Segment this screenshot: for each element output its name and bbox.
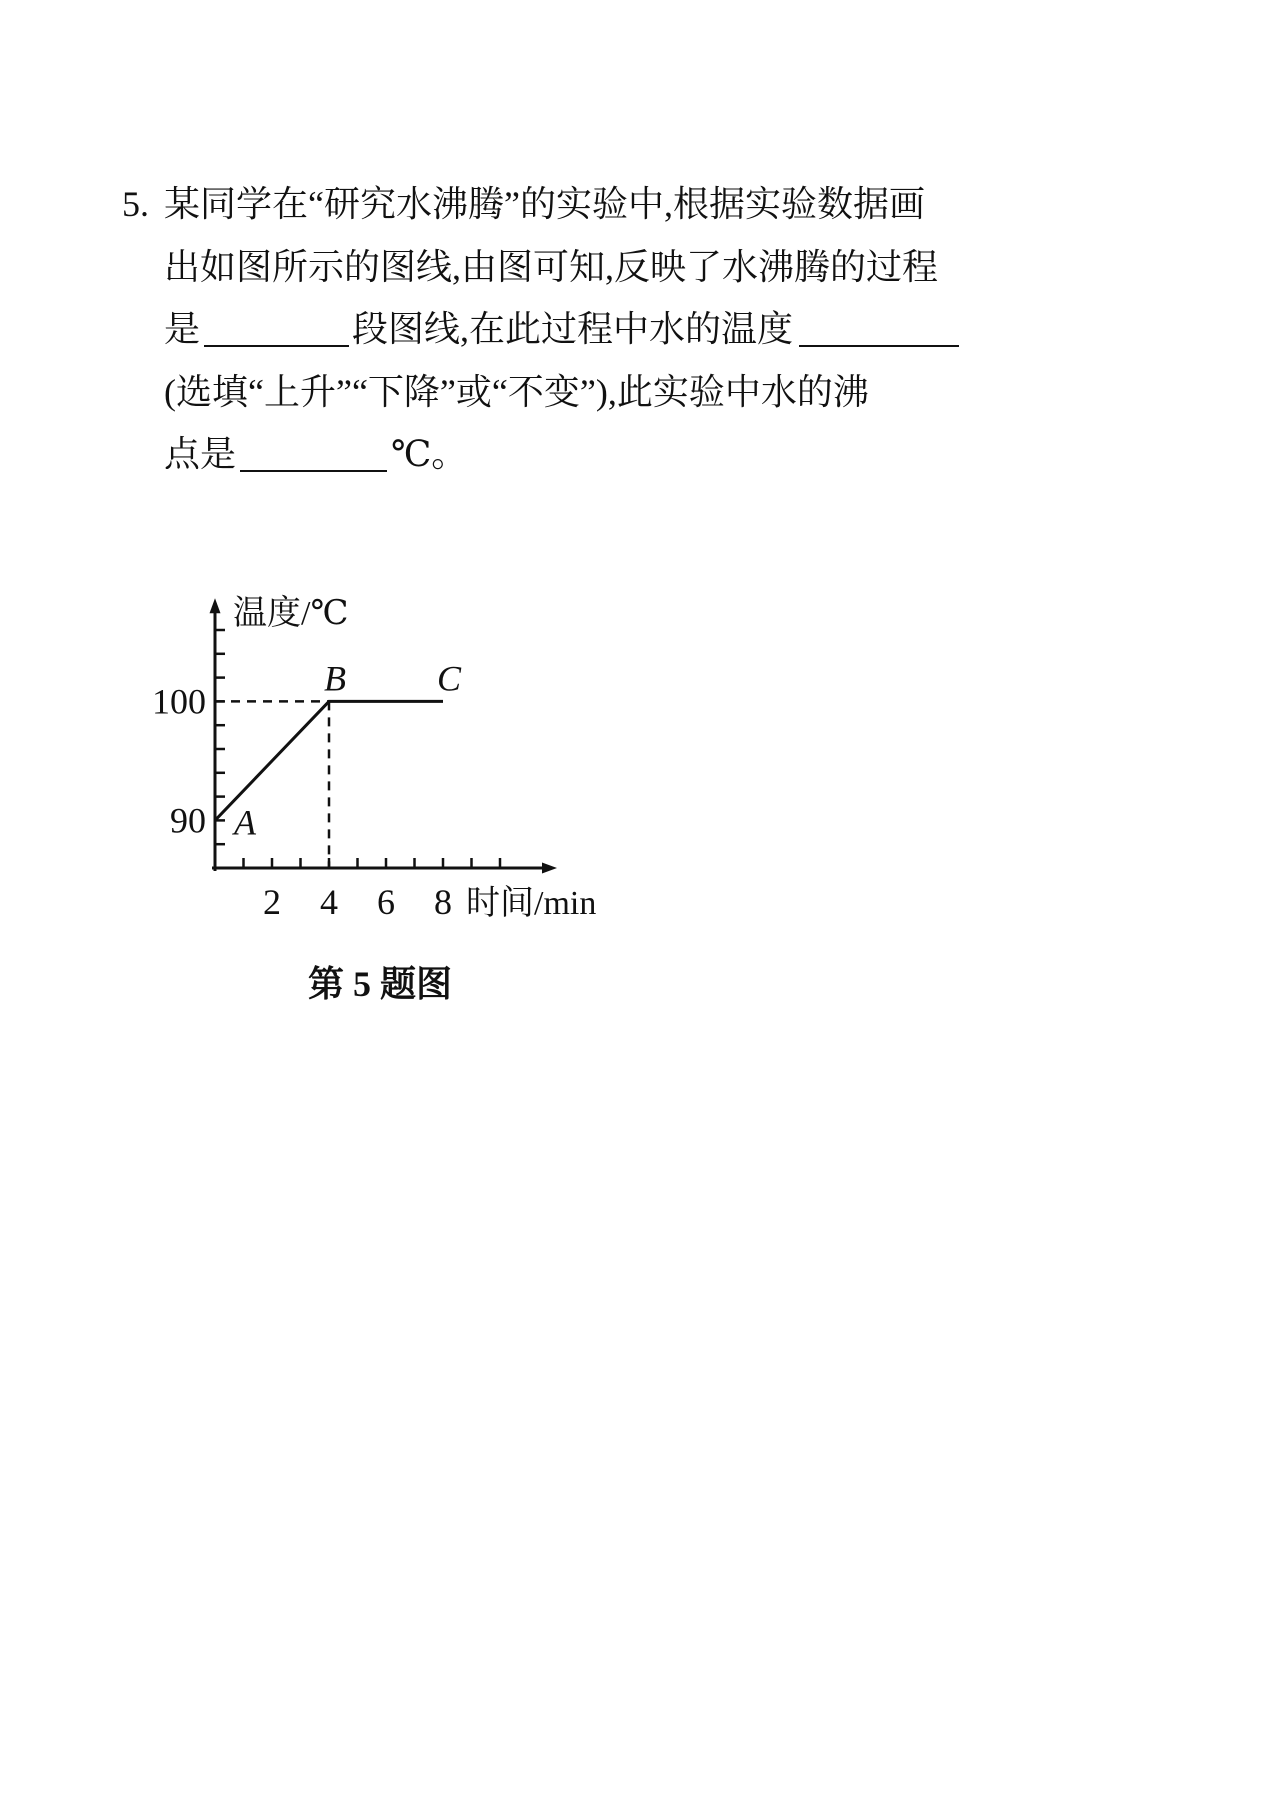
answer-blank-2 bbox=[799, 317, 959, 347]
y-tick-label: 90 bbox=[170, 800, 206, 841]
figure-caption: 第 5 题图 bbox=[308, 964, 453, 1004]
y-tick-label: 100 bbox=[152, 681, 206, 722]
question-line-1: 某同学在“研究水沸腾”的实验中,根据实验数据画 bbox=[164, 184, 925, 224]
point-label-c: C bbox=[436, 658, 462, 699]
x-axis-title: 时间/min bbox=[466, 885, 597, 922]
x-tick-label: 2 bbox=[263, 882, 281, 922]
y-axis-title: 温度/℃ bbox=[233, 595, 349, 633]
question-text-segment: 点是 bbox=[164, 434, 237, 474]
x-tick-label: 4 bbox=[320, 882, 338, 922]
y-axis-arrow bbox=[210, 598, 221, 613]
point-label-a: A bbox=[234, 802, 256, 843]
question-line-2: 出如图所示的图线,由图可知,反映了水沸腾的过程 bbox=[164, 246, 939, 287]
question-text-segment: 是 bbox=[164, 309, 201, 349]
temperature-time-graph bbox=[0, 0, 700, 1050]
question-number: 5. bbox=[122, 184, 149, 224]
x-axis-arrow bbox=[542, 863, 557, 874]
question-text-segment: 段图线,在此过程中水的温度 bbox=[352, 309, 794, 349]
x-tick-label: 6 bbox=[377, 882, 395, 922]
point-label-b: B bbox=[324, 658, 346, 699]
question-text-segment: ℃。 bbox=[391, 434, 468, 474]
question-line-4: (选填“上升”“下降”或“不变”),此实验中水的沸 bbox=[164, 371, 869, 412]
x-tick-label: 8 bbox=[434, 882, 452, 922]
